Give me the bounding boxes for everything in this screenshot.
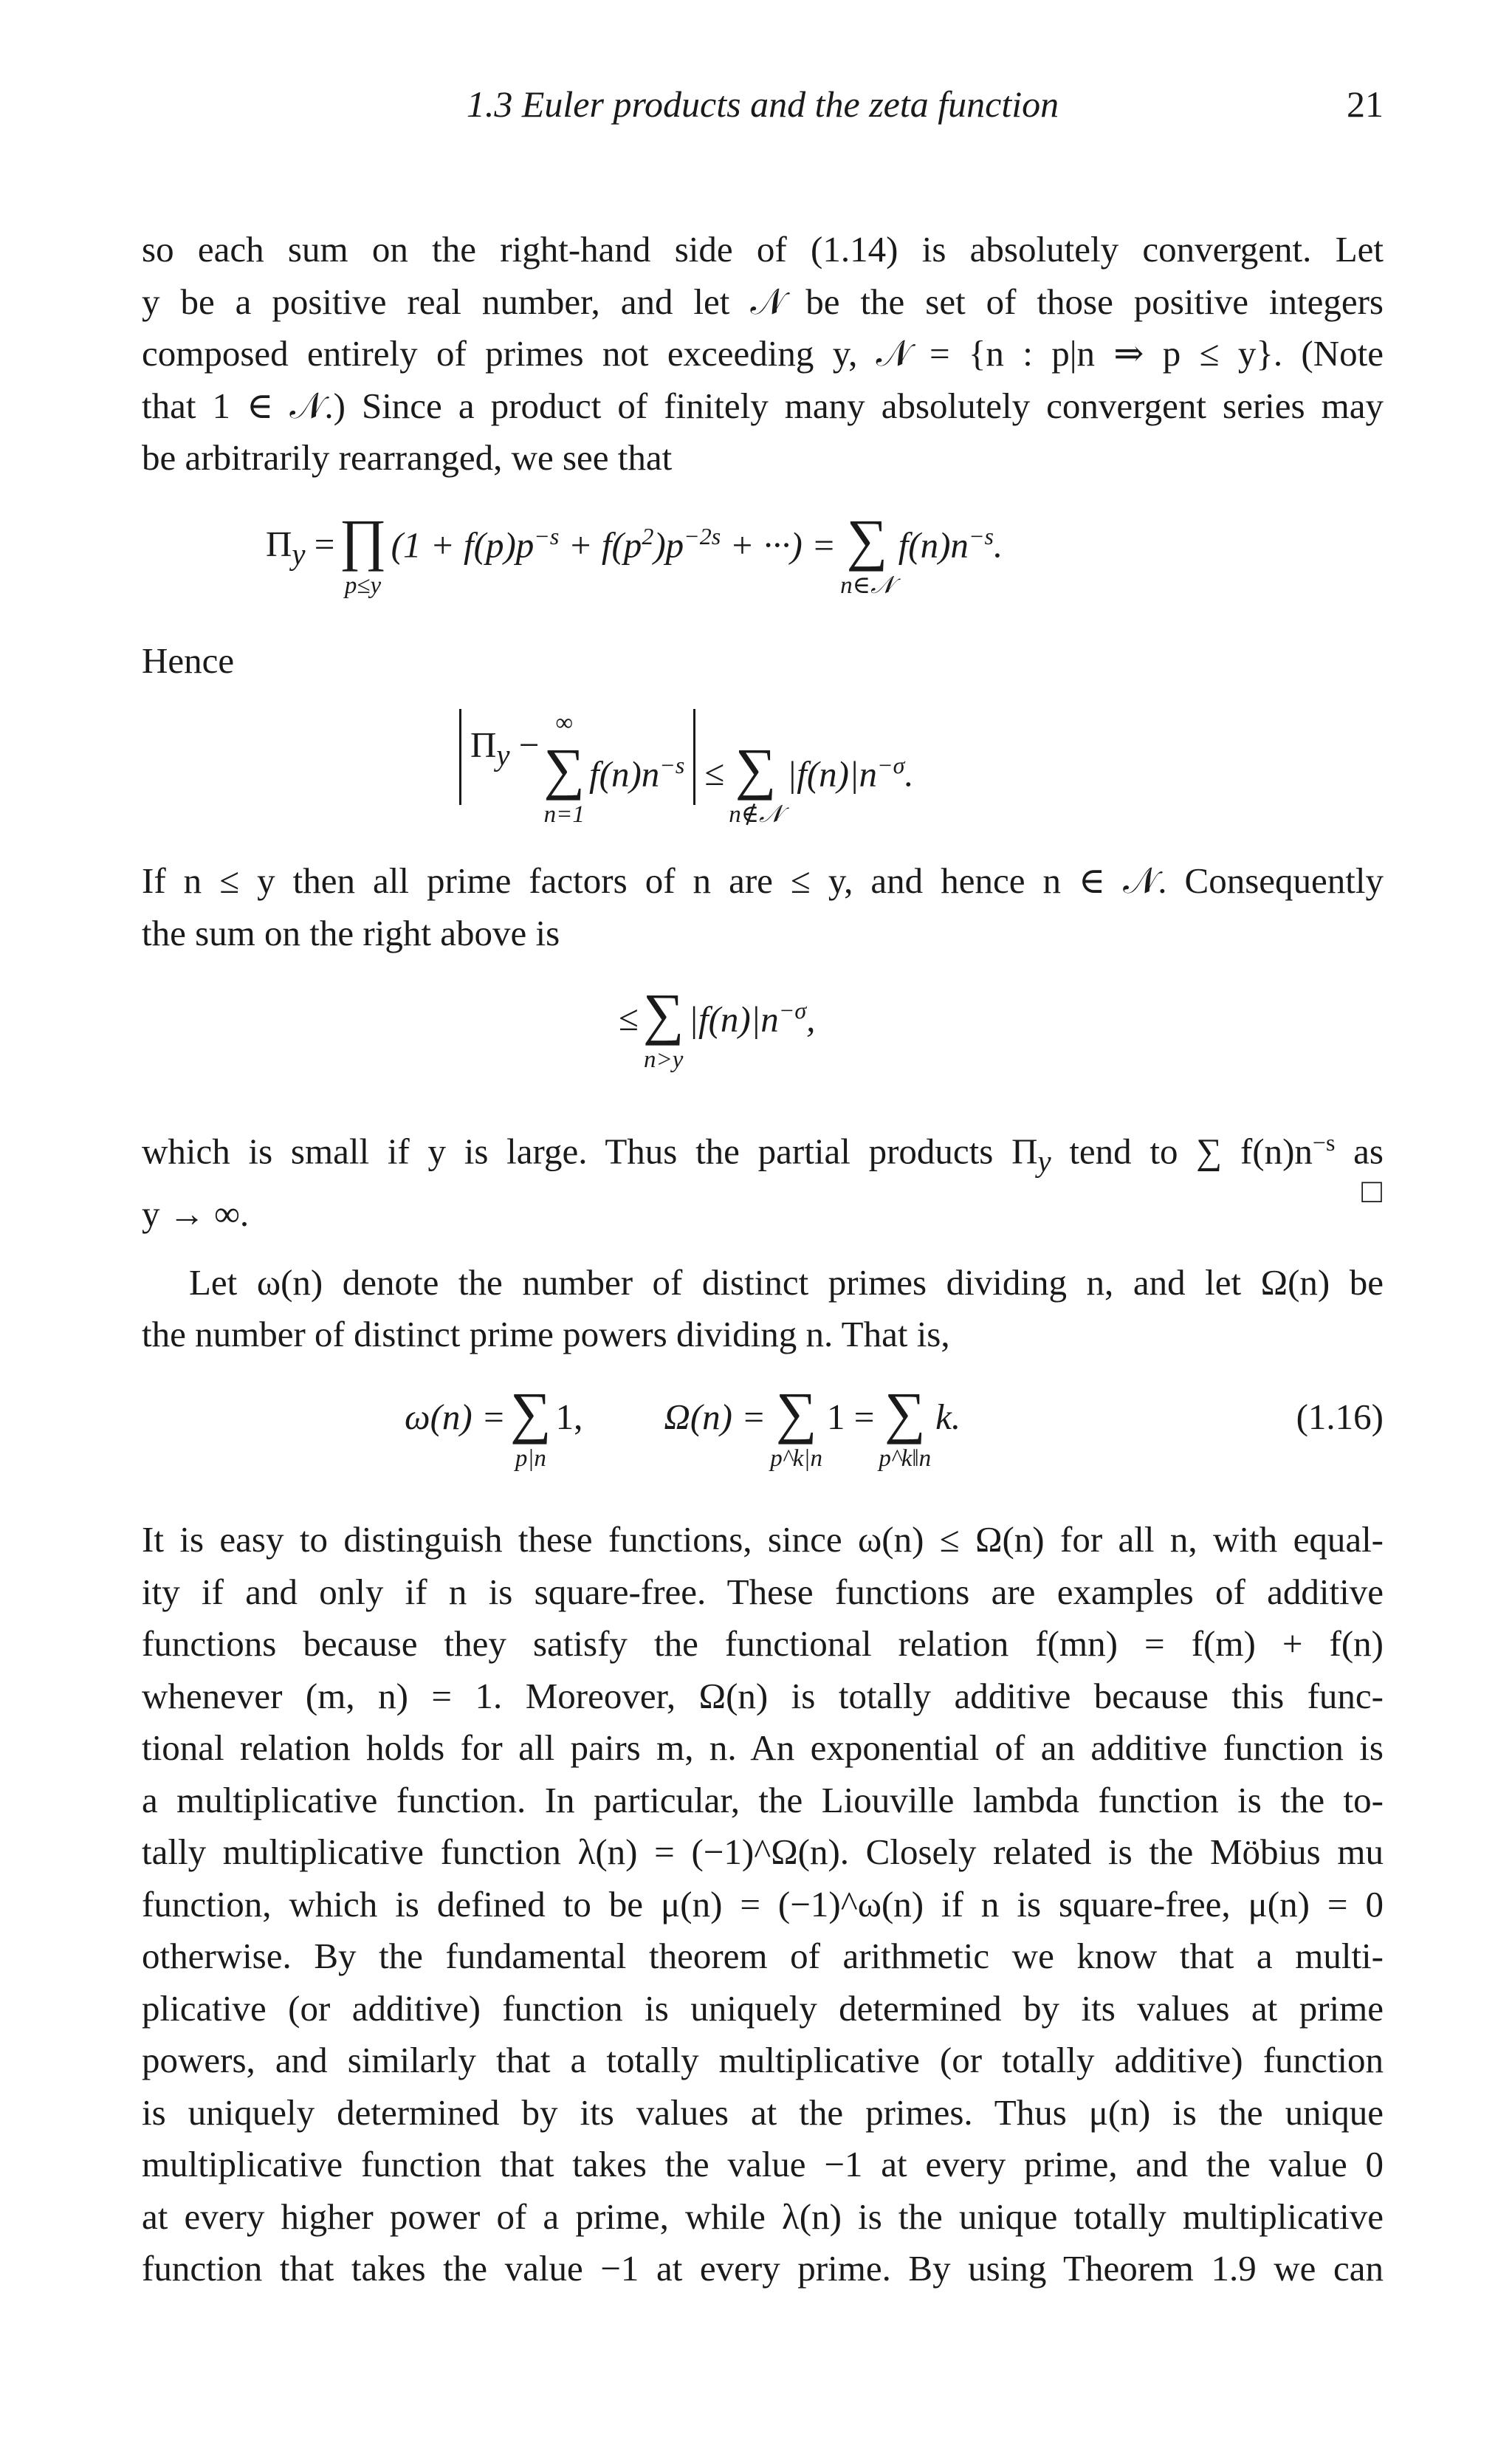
text-line: ity if and only if n is square-free. These functions are examples of additive — [142, 1571, 1384, 1612]
math-text: 1 = — [826, 1396, 875, 1437]
math-text: Ω(n) = — [664, 1396, 766, 1437]
math-text: ≤ — [619, 998, 639, 1038]
text-line: at every higher power of a prime, while λ(n) is the unique totally multiplicative — [142, 2196, 1384, 2237]
paragraph-additive-functions — [142, 1514, 1384, 2295]
text-line: Hence — [142, 640, 235, 681]
text-line: the number of distinct prime powers dividing n. That is, — [142, 1314, 950, 1354]
text-line: the sum on the right above is — [142, 912, 560, 953]
equation-tail-sum — [619, 982, 815, 1074]
math-text: k. — [935, 1396, 961, 1437]
text-line: composed entirely of primes not exceeding y, 𝒩 = {n : p|n ⇒ p ≤ y}. (Note — [142, 333, 1384, 374]
text-line: y be a positive real number, and let 𝒩 be the set of those positive integers — [142, 281, 1384, 322]
text-line: which is small if y is large. Thus the partial products $\Pi_y$ tend to ∑ $f(n)n^{-s}$ as — [142, 1129, 1384, 1179]
sum-operator: ∑ n>y — [642, 981, 684, 1073]
running-header — [142, 83, 1384, 127]
text-line: function, which is defined to be μ(n) = (−1)^ω(n) if n is square-free, μ(n) = 0 — [142, 1883, 1384, 1925]
text-line: functions because they satisfy the functional relation f(mn) = f(m) + f(n) — [142, 1623, 1384, 1664]
abs-bar-right — [693, 709, 695, 805]
text-line: be arbitrarily rearranged, we see that — [142, 437, 673, 478]
sum-operator: ∑ p^k|n — [770, 1380, 822, 1472]
equation-number: (1.16) — [1296, 1396, 1384, 1437]
sum-operator: ∑ p^k‖n — [879, 1380, 932, 1472]
text-line: If n ≤ y then all prime factors of n are ≤ y, and hence n ∈ 𝒩. Consequently — [142, 860, 1384, 901]
math-text: ($1 + f(p)p^{-s} + f(p^2)p^{-2s}$ + ···) = — [391, 523, 836, 566]
page-number: 21 — [1347, 83, 1384, 125]
text-line: otherwise. By the fundamental theorem of arithmetic we know that a multi- — [142, 1936, 1384, 1976]
paragraph — [142, 855, 1384, 959]
math-text: ≤ — [704, 753, 725, 793]
text-line: plicative (or additive) function is uniquely determined by its values at prime — [142, 1987, 1384, 2029]
paragraph-hence — [142, 635, 1384, 688]
text-line: a multiplicative function. In particular, the Liouville lambda function is the to- — [142, 1779, 1384, 1820]
section-title: 1.3 Euler products and the zeta function — [466, 83, 1059, 125]
text-line: powers, and similarly that a totally multiplicative (or totally additive) function — [142, 2040, 1384, 2080]
math-text: $\Pi_y$ − — [470, 724, 540, 772]
math-text: $\Pi_y$ = — [266, 524, 335, 571]
sum-operator: ∞ ∑ n=1 — [543, 710, 585, 828]
paragraph-omega — [142, 1257, 1384, 1309]
math-text: $|f(n)|n^{-\sigma}$. — [786, 752, 914, 795]
text-line: so each sum on the right-hand side of (1.14) is absolutely convergent. Let — [142, 229, 1384, 270]
sum-operator: ∑ p|n — [510, 1380, 551, 1472]
text-line: tional relation holds for all pairs m, n. An exponential of an additive function is — [142, 1727, 1384, 1768]
text-line: is uniquely determined by its values at the primes. Thus μ(n) is the unique — [142, 2091, 1384, 2133]
qed-box: □ — [1361, 1172, 1382, 1210]
text-line: Let ω(n) denote the number of distinct primes dividing n, and let Ω(n) be — [189, 1262, 1384, 1303]
equation-1-16 — [405, 1381, 961, 1473]
abs-bar-left — [459, 709, 461, 805]
paragraph — [142, 1117, 1384, 1240]
text-line: multiplicative function that takes the value −1 at every prime, and the value 0 — [142, 2144, 1384, 2184]
text-line: whenever (m, n) = 1. Moreover, Ω(n) is totally additive because this func- — [142, 1675, 1384, 1716]
product-operator: ∏ p≤y — [339, 507, 387, 599]
math-text: $f(n)n^{-s}$. — [898, 523, 1003, 566]
text-line: function that takes the value −1 at every prime. By using Theorem 1.9 we can — [142, 2248, 1384, 2289]
text-line: that 1 ∈ 𝒩.) Since a product of finitely many absolutely convergent series may — [142, 385, 1384, 426]
equation-inequality — [450, 709, 914, 829]
text-line: It is easy to distinguish these functions, since ω(n) ≤ Ω(n) for all n, with equal- — [142, 1519, 1384, 1560]
text-line: tally multiplicative function λ(n) = (−1)^Ω(n). Closely related is the Möbius mu — [142, 1831, 1384, 1872]
sum-operator: ∑ n∉𝒩 — [729, 736, 783, 828]
paragraph-proof-continued — [142, 224, 1384, 484]
text-line: y → ∞. — [142, 1193, 250, 1234]
math-text: 1, — [555, 1396, 583, 1437]
equation-product — [266, 508, 1003, 600]
math-text: $|f(n)|n^{-\sigma}$, — [688, 997, 816, 1040]
paragraph-omega-cont — [142, 1309, 1384, 1361]
math-text: $f(n)n^{-s}$ — [589, 752, 685, 795]
math-text: ω(n) = — [405, 1396, 506, 1437]
sum-operator: ∑ n∈𝒩 — [840, 507, 894, 599]
